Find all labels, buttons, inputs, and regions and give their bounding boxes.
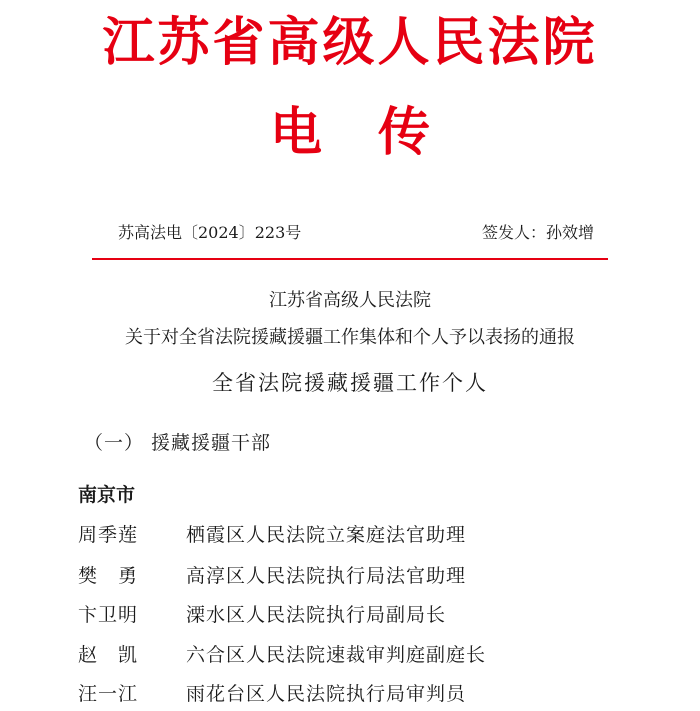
org-header-title: 江苏省高级人民法院 (102, 13, 598, 73)
person-name: 汪一江 (78, 683, 139, 705)
title-line-issuer: 江苏省高级人民法院 (269, 290, 431, 311)
person-name: 卞卫明 (78, 604, 139, 626)
list-item (78, 601, 446, 629)
list-item (78, 641, 486, 669)
list-item (78, 680, 466, 708)
city-heading: 南京市 (78, 484, 136, 506)
person-name: 赵 凯 (78, 644, 139, 666)
section-heading: （一） 援藏援疆干部 (84, 432, 272, 454)
document-number: 苏高法电〔2024〕223号 (118, 223, 302, 242)
doc-type-char-right: 传 (378, 103, 431, 163)
person-name: 樊 勇 (78, 565, 139, 587)
list-item (78, 562, 466, 590)
doc-type-title (0, 100, 700, 166)
list-item (78, 521, 466, 549)
person-name: 周季莲 (78, 524, 139, 546)
title-line-category: 全省法院援藏援疆工作个人 (212, 371, 488, 395)
person-position: 栖霞区人民法院立案庭法官助理 (186, 524, 467, 546)
doc-type-char-left: 电 (269, 103, 322, 163)
signer: 签发人：孙效增 (481, 223, 594, 242)
person-position: 高淳区人民法院执行局法官助理 (186, 565, 467, 587)
person-position: 溧水区人民法院执行局副局长 (186, 604, 447, 626)
person-position: 六合区人民法院速裁审判庭副庭长 (186, 644, 487, 666)
title-line-subject: 关于对全省法院援藏援疆工作集体和个人予以表扬的通报 (125, 327, 575, 348)
person-position: 雨花台区人民法院执行局审判员 (186, 683, 467, 705)
red-divider (92, 258, 608, 260)
